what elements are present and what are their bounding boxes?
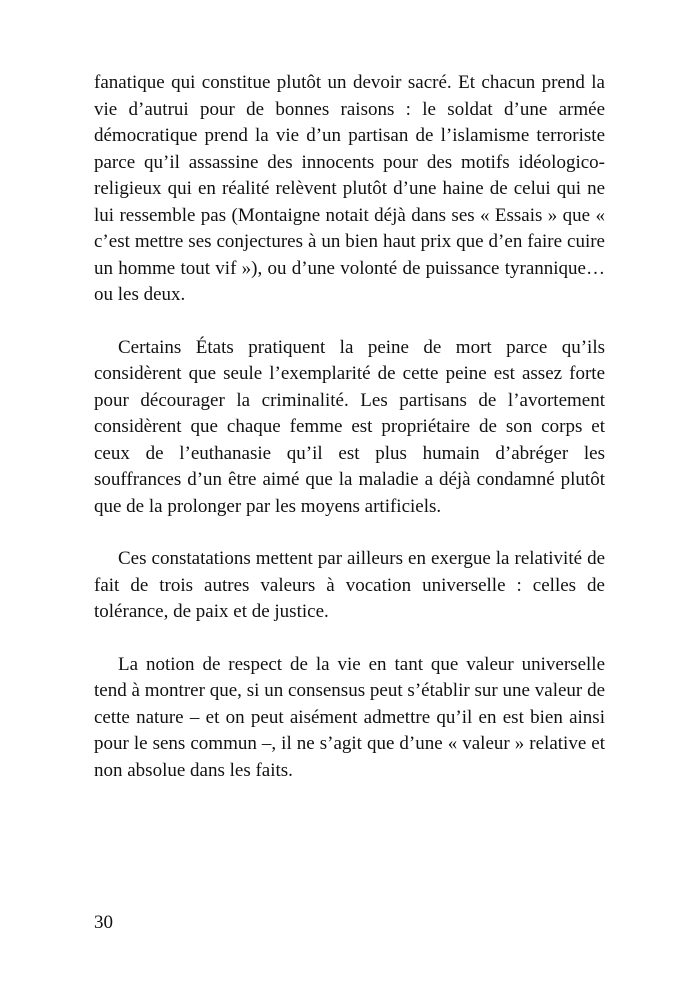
paragraph-universal-values: Ces constatations mettent par ailleurs en exergue la relativité de fait de trois autres valeurs à vocation universelle : celles de tolérance, de paix et de justice. bbox=[94, 548, 605, 622]
paragraph-respect-for-life: La notion de respect de la vie en tant que valeur universelle tend à montrer que, si un consensus peut s’établir sur une valeur de cette nature – et on peut aisément admettre qu’il en est bien ainsi pour le sens commun –, il ne s’agit que d’une « valeur » relative et non absolue dans les faits. bbox=[94, 653, 605, 781]
paragraph-continuation: fanatique qui constitue plutôt un devoir sacré. Et chacun prend la vie d’autrui pour de bonnes raisons : le soldat d’une armée démocratique prend la vie d’un partisan de l’islamisme terroriste parce qu’il assassine des innocents pour des motifs idéologico-religieux qui en réalité relèvent plutôt d’une haine de celui qui ne lui ressemble pas (Montaigne notait déjà dans ses « Essais » que « c’est mettre ses conjectures à un bien haut prix que d’en faire cuire un homme tout vif »), ou d’une volonté de puissance tyrannique… ou les deux. bbox=[94, 72, 605, 305]
page-number: 30 bbox=[94, 912, 113, 933]
body-text bbox=[94, 70, 605, 810]
paragraph-death-penalty: Certains États pratiquent la peine de mort parce qu’ils considèrent que seule l’exemplarité de cette peine est assez forte pour décourager la criminalité. Les partisans de l’avortement considèrent que chaque femme est propriétaire de son corps et ceux de l’euthanasie qu’il est plus humain d’abréger les souffrances d’un être aimé que la maladie a déjà condamné plutôt que de la prolonger par les moyens artificiels. bbox=[94, 336, 605, 517]
